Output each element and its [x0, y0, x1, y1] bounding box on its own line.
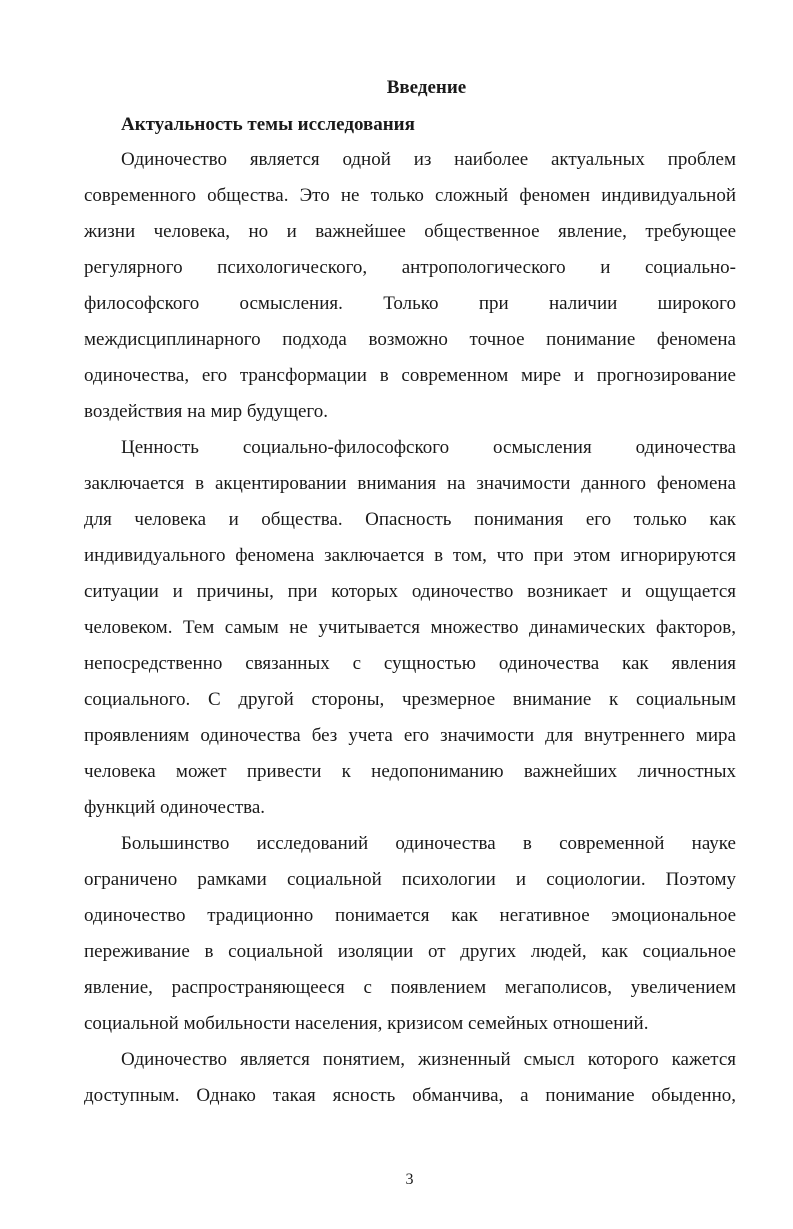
text-line: Одиночество является одной из наиболее актуальных проблем: [121, 149, 736, 170]
text-line: ситуации и причины, при которых одиночество возникает и ощущается: [84, 581, 736, 602]
text-line: переживание в социальной изоляции от других людей, как социальное: [84, 941, 736, 962]
text-line: непосредственно связанных с сущностью одиночества как явления: [84, 653, 736, 674]
text-line: воздействия на мир будущего.: [84, 401, 328, 422]
text-line: явление, распространяющееся с появлением мегаполисов, увеличением: [84, 977, 736, 998]
text-line: междисциплинарного подхода возможно точное понимание феномена: [84, 329, 736, 350]
page-title: Введение: [386, 77, 467, 98]
text-line: социального. С другой стороны, чрезмерное внимание к социальным: [84, 689, 736, 710]
text-line: Одиночество является понятием, жизненный смысл которого кажется: [121, 1049, 736, 1070]
text-line: Ценность социально-философского осмысления одиночества: [121, 437, 736, 458]
text-line: одиночества, его трансформации в современном мире и прогнозирование: [84, 365, 736, 386]
page-number: 3: [405, 1171, 414, 1188]
text-line: функций одиночества.: [84, 797, 266, 818]
text-line: проявлениям одиночества без учета его значимости для внутреннего мира: [84, 725, 736, 746]
text-line: Большинство исследований одиночества в современной науке: [121, 833, 736, 854]
text-line: регулярного психологического, антропологического и социально-: [84, 257, 736, 278]
text-line: жизни человека, но и важнейшее общественное явление, требующее: [84, 221, 736, 242]
text-line: социальной мобильности населения, кризисом семейных отношений.: [84, 1013, 649, 1034]
text-line: доступным. Однако такая ясность обманчива, а понимание обыденно,: [84, 1085, 736, 1106]
text-line: философского осмысления. Только при наличии широкого: [84, 293, 736, 314]
text-line: человеком. Тем самым не учитывается множество динамических факторов,: [84, 617, 736, 638]
text-line: для человека и общества. Опасность понимания его только как: [84, 509, 736, 530]
section-title: Актуальность темы исследования: [121, 114, 415, 135]
text-line: заключается в акцентировании внимания на значимости данного феномена: [84, 473, 736, 494]
text-line: человека может привести к недопониманию важнейших личностных: [84, 761, 736, 782]
text-line: ограничено рамками социальной психологии и социологии. Поэтому: [84, 869, 736, 890]
text-line: индивидуального феномена заключается в том, что при этом игнорируются: [84, 545, 736, 566]
text-line: современного общества. Это не только сложный феномен индивидуальной: [84, 185, 736, 206]
text-line: одиночество традиционно понимается как негативное эмоциональное: [84, 905, 736, 926]
